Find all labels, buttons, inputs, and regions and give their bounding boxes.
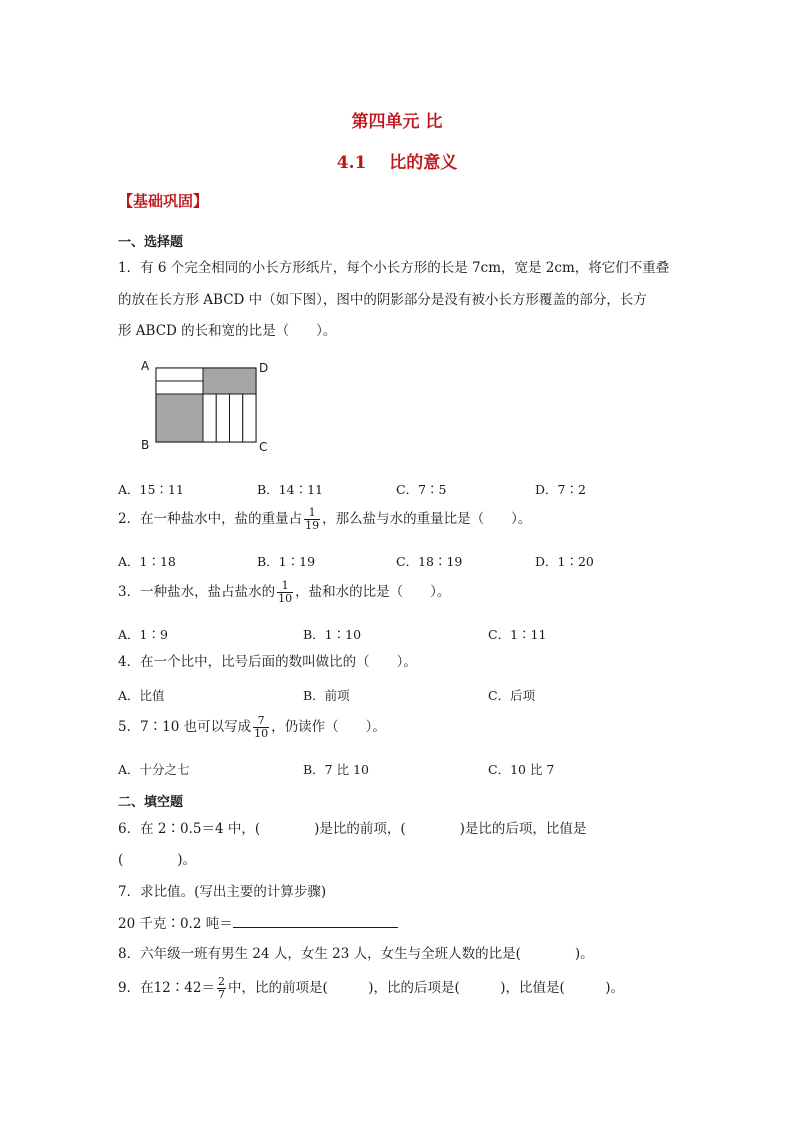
shaded-region-top-right [203, 368, 256, 394]
q5-option-b: B．7 比 10 [303, 762, 369, 777]
q7-line1: 7．求比值。(写出主要的计算步骤) [118, 884, 327, 900]
strip-vertical-1 [203, 394, 216, 442]
q3-option-a: A．1∶9 [118, 627, 168, 642]
section-label: 【基础巩固】 [118, 192, 209, 210]
q9-fraction: $\frac{2}{7}$ [217, 975, 225, 1001]
q3-option-c: C．1∶11 [488, 627, 547, 642]
strip-vertical-2 [216, 394, 229, 442]
q4-text: 4．在一个比中，比号后面的数叫做比的（ ）。 [118, 654, 417, 670]
q6-line1: 6．在 2∶0.5＝4 中，( )是比的前项，( )是比的后项，比值是 [118, 821, 587, 837]
q1-option-b: B．14∶11 [257, 482, 323, 497]
q6-line2: ( )。 [118, 852, 197, 868]
q2-option-b: B．1∶19 [257, 554, 316, 569]
part2-heading: 二、填空题 [118, 795, 184, 810]
q7-answer-blank [233, 915, 398, 928]
q5-option-a: A．十分之七 [118, 762, 190, 777]
strip-horizontal-1 [156, 368, 203, 381]
vertex-label-d: D [259, 361, 269, 375]
q4-option-c: C．后项 [488, 688, 536, 703]
q2-text: 2．在一种盐水中，盐的重量占 $\frac{1}{19}$ ，那么盐与水的重量比是（ ）。 [118, 506, 532, 532]
vertex-label-c: C [259, 440, 268, 454]
q5-fraction: $\frac{7}{10}$ [254, 714, 269, 740]
q4-option-a: A．比值 [118, 688, 165, 703]
strip-vertical-4 [243, 394, 256, 442]
q1-line3: 形 ABCD 的长和宽的比是（ ）。 [118, 323, 337, 339]
q9-text: 9．在12∶42＝ $\frac{2}{7}$ 中，比的前项是( )，比的后项是( )，比值是( )。 [118, 975, 625, 1001]
strip-horizontal-2 [156, 381, 203, 394]
q7-line2: 20 千克∶0.2 吨＝ [118, 915, 398, 933]
part1-heading: 一、选择题 [118, 235, 184, 250]
q5-text: 5．7∶10 也可以写成 $\frac{7}{10}$ ，仍读作（ ）。 [118, 714, 386, 740]
q3-fraction: $\frac{1}{10}$ [278, 579, 293, 605]
lesson-title: 4.1 比的意义 [336, 153, 458, 173]
q1-option-d: D．7∶2 [535, 482, 586, 497]
q2-option-c: C．18∶19 [396, 554, 463, 569]
q1-option-c: C．7∶5 [396, 482, 447, 497]
q1-line1: 1．有 6 个完全相同的小长方形纸片，每个小长方形的长是 7cm，宽是 2cm，将它们不重叠 [118, 260, 670, 276]
shaded-region-bottom-left [156, 394, 203, 442]
q3-option-b: B．1∶10 [303, 627, 362, 642]
strip-vertical-3 [230, 394, 243, 442]
q2-option-a: A．1∶18 [118, 554, 176, 569]
q8-text: 8．六年级一班有男生 24 人，女生 23 人，女生与全班人数的比是( )。 [118, 946, 594, 962]
vertex-label-a: A [141, 359, 150, 373]
q3-text: 3．一种盐水，盐占盐水的 $\frac{1}{10}$ ，盐和水的比是（ ）。 [118, 579, 451, 605]
q2-fraction: $\frac{1}{19}$ [305, 506, 320, 532]
vertex-label-b: B [141, 438, 150, 452]
rectangle-abcd-figure [136, 356, 286, 456]
q1-line2: 的放在长方形 ABCD 中（如下图），图中的阴影部分是没有被小长方形覆盖的部分，长方 [118, 292, 647, 308]
q1-option-a: A．15∶11 [118, 482, 184, 497]
q5-option-c: C．10 比 7 [488, 762, 555, 777]
q4-option-b: B．前项 [303, 688, 350, 703]
unit-title: 第四单元 比 [351, 112, 443, 132]
q2-option-d: D．1∶20 [535, 554, 594, 569]
